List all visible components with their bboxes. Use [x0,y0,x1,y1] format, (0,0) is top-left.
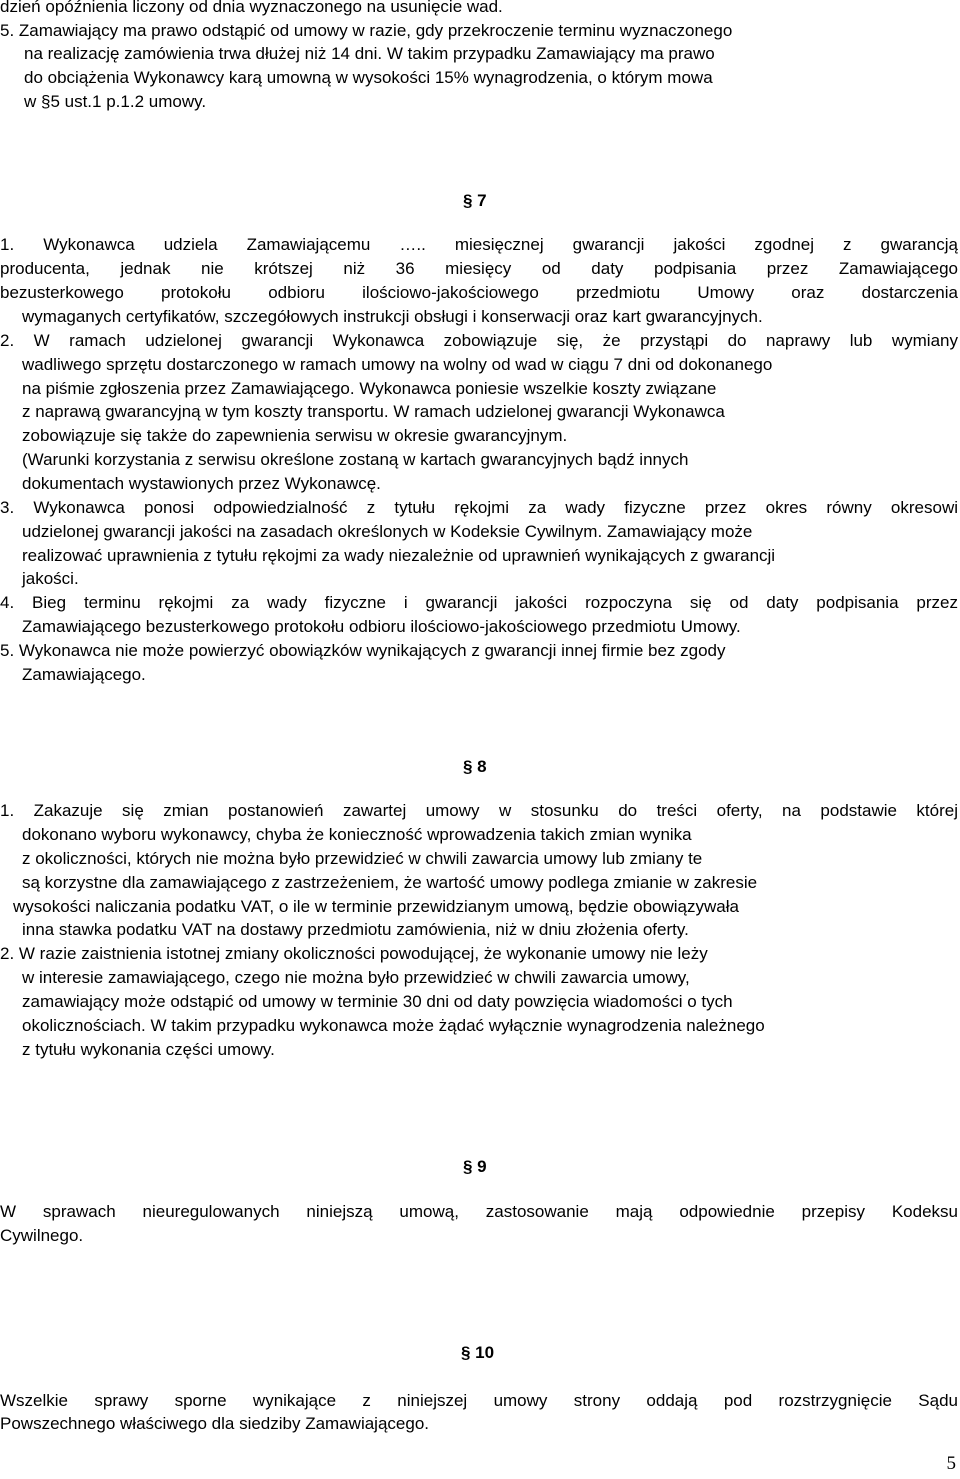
text-line: W sprawach nieuregulowanych niniejszą umową, zastosowanie mają odpowiednie przepisy Kodeksu [0,1202,958,1221]
text-line: wymaganych certyfikatów, szczegółowych instrukcji obsługi i konserwacji oraz kart gwarancyjnych. [22,307,763,326]
section-heading-8: § 8 [463,757,487,776]
section-heading-9: § 9 [463,1157,487,1176]
text-line: Zamawiającego. [22,665,146,684]
text-line: Zamawiającego bezusterkowego protokołu odbioru ilościowo-jakościowego przedmiotu Umowy. [22,617,741,636]
text-line: 4. Bieg terminu rękojmi za wady fizyczne i gwarancji jakości rozpoczyna się od daty podpisania przez [0,593,958,612]
text-line: Wszelkie sprawy sporne wynikające z niniejszej umowy strony oddają pod rozstrzygnięcie Sądu [0,1391,958,1410]
text-line: dzień opóźnienia liczony od dnia wyznaczonego na usunięcie wad. [0,0,503,16]
text-line: Cywilnego. [0,1226,84,1245]
text-line: dokumentach wystawionych przez Wykonawcę. [22,474,381,493]
text-line: 2. W razie zaistnienia istotnej zmiany okoliczności powodującej, że wykonanie umowy nie leży [0,944,708,963]
text-line: inna stawka podatku VAT na dostawy przedmiotu zamówienia, niż w dniu złożenia oferty. [22,920,689,939]
text-line: z tytułu wykonania części umowy. [22,1040,275,1059]
text-line: zamawiający może odstąpić od umowy w terminie 30 dni od daty powzięcia wiadomości o tych [22,992,733,1011]
text-line: okolicznościach. W takim przypadku wykonawca może żądać wyłącznie wynagrodzenia należnego [22,1016,765,1035]
text-line: z naprawą gwarancyjną w tym koszty transportu. W ramach udzielonej gwarancji Wykonawca [22,402,725,421]
text-line: z okoliczności, których nie można było przewidzieć w chwili zawarcia umowy lub zmiany te [22,849,703,868]
text-line: 1. Wykonawca udziela Zamawiającemu ….. miesięcznej gwarancji jakości zgodnej z gwarancją [0,235,958,254]
text-line: do obciążenia Wykonawcy karą umowną w wysokości 15% wynagrodzenia, o którym mowa [24,68,713,87]
text-line: są korzystne dla zamawiającego z zastrzeżeniem, że wartość umowy podlega zmianie w zakresie [22,873,758,892]
section-heading-10: § 10 [461,1343,495,1362]
text-line: 2. W ramach udzielonej gwarancji Wykonawca zobowiązuje się, że przystąpi do naprawy lub wymiany [0,331,958,350]
text-line: 5. Zamawiający ma prawo odstąpić od umowy w razie, gdy przekroczenie terminu wyznaczonego [0,21,733,40]
text-line: Powszechnego właściwego dla siedziby Zamawiającego. [0,1414,430,1433]
text-line: w §5 ust.1 p.1.2 umowy. [24,92,207,111]
text-line: 3. Wykonawca ponosi odpowiedzialność z tytułu rękojmi za wady fizyczne przez okres równy okresowi [0,498,958,517]
text-line: 1. Zakazuje się zmian postanowień zawartej umowy w stosunku do treści oferty, na podstawie której [0,801,958,820]
text-line: wadliwego sprzętu dostarczonego w ramach umowy na wolny od wad w ciągu 7 dni od dokonanego [22,355,773,374]
text-line: zobowiązuje się także do zapewnienia serwisu w okresie gwarancyjnym. [22,426,568,445]
text-line: producenta, jednak nie krótszej niż 36 miesięcy od daty podpisania przez Zamawiającego [0,259,958,278]
text-line: 5. Wykonawca nie może powierzyć obowiązków wynikających z gwarancji innej firmie bez zgody [0,641,726,660]
text-line: (Warunki korzystania z serwisu określone zostaną w kartach gwarancyjnych bądź innych [22,450,689,469]
text-line: na realizację zamówienia trwa dłużej niż 14 dni. W takim przypadku Zamawiający ma prawo [24,44,715,63]
text-line: bezusterkowego protokołu odbioru ilościowo-jakościowego przedmiotu Umowy oraz dostarczenia [0,283,958,302]
section-heading-7: § 7 [463,191,487,210]
text-line: na piśmie zgłoszenia przez Zamawiającego. Wykonawca poniesie wszelkie koszty związane [22,379,717,398]
text-line: udzielonej gwarancji jakości na zasadach określonych w Kodeksie Cywilnym. Zamawiający może [22,522,753,541]
text-line: jakości. [22,569,79,588]
text-line: dokonano wyboru wykonawcy, chyba że konieczność wprowadzenia takich zmian wynika [22,825,692,844]
text-line: wysokości naliczania podatku VAT, o ile w terminie przewidzianym umową, będzie obowiązywała [13,897,739,916]
text-line: realizować uprawnienia z tytułu rękojmi za wady niezależnie od uprawnień wynikających z gwarancji [22,546,776,565]
page-number: 5 [946,1453,956,1474]
text-line: w interesie zamawiającego, czego nie można było przewidzieć w chwili zawarcia umowy, [22,968,690,987]
